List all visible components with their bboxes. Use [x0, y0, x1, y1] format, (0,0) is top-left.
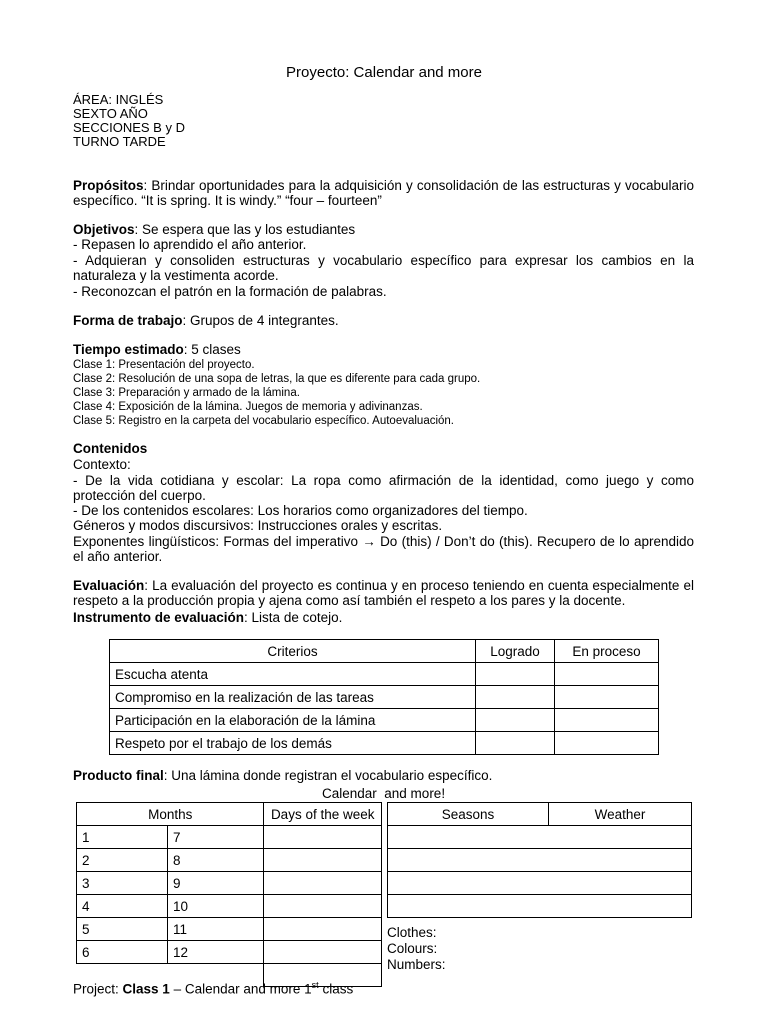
table-row	[110, 686, 659, 709]
en-proceso-cell	[555, 709, 659, 732]
contenido-vida: - De la vida cotidiana y escolar: La ropa como afirmación de la identidad, como juego y como protección del cuerpo.	[73, 473, 694, 503]
month-number: 1	[77, 826, 168, 849]
table-row	[77, 895, 382, 918]
criteria-header-row	[110, 640, 659, 663]
clase-item: Clase 5: Registro en la carpeta del vocabulario específico. Autoevaluación.	[73, 415, 455, 427]
producto-text: : Una lámina donde registran el vocabulario específico.	[163, 768, 493, 783]
forma-trabajo-text: : Grupos de 4 integrantes.	[182, 313, 339, 328]
contenido-generos: Géneros y modos discursivos: Instrucciones orales y escritas.	[73, 518, 443, 533]
contenidos-heading	[73, 441, 694, 456]
season-cell	[388, 895, 692, 918]
months-header-row	[77, 803, 382, 826]
calendar-heading: Calendar and more!	[322, 786, 446, 801]
day-cell	[264, 895, 382, 918]
en-proceso-cell	[555, 686, 659, 709]
criteria-cell: Respeto por el trabajo de los demás	[110, 732, 476, 755]
footer-suffix: class	[318, 981, 354, 997]
month-number: 3	[77, 872, 168, 895]
month-number: 12	[168, 941, 264, 964]
criteria-table	[109, 639, 659, 755]
objetivos-paragraph	[73, 222, 694, 237]
tiempo-text: : 5 clases	[183, 342, 241, 357]
table-row	[77, 872, 382, 895]
month-number: 10	[168, 895, 264, 918]
tiempo-paragraph	[73, 342, 694, 357]
page-title: Proyecto: Calendar and more	[286, 64, 482, 81]
weather-header: Weather	[549, 803, 692, 826]
contenidos-label: Contenidos	[73, 441, 148, 456]
evaluacion-label: Evaluación	[73, 578, 145, 593]
propositos-paragraph	[73, 178, 694, 208]
producto-paragraph	[73, 768, 694, 783]
criteria-header: Criterios	[110, 640, 476, 663]
logrado-cell	[476, 709, 555, 732]
month-number: 6	[77, 941, 168, 964]
day-cell	[264, 826, 382, 849]
propositos-text: : Brindar oportunidades para la adquisición y consolidación de las estructuras y vocabulario específico. “It is spring. It is windy.” “four – fourteen”	[73, 178, 694, 208]
table-row	[388, 849, 692, 872]
footer-class: Class 1	[122, 981, 170, 997]
contenido-escolares: - De los contenidos escolares: Los horarios como organizadores del tiempo.	[73, 503, 528, 518]
day-cell	[264, 872, 382, 895]
en-proceso-cell	[555, 732, 659, 755]
contexto-label: Contexto:	[73, 457, 131, 472]
seasons-table	[387, 802, 692, 918]
logrado-header: Logrado	[476, 640, 555, 663]
months-table	[76, 802, 382, 987]
header-grade: SEXTO AÑO	[73, 106, 148, 121]
month-number: 5	[77, 918, 168, 941]
objetivo-item: - Repasen lo aprendido el año anterior.	[73, 237, 307, 252]
seasons-header: Seasons	[388, 803, 549, 826]
evaluacion-paragraph	[73, 578, 694, 608]
month-number: 4	[77, 895, 168, 918]
table-row	[77, 849, 382, 872]
day-cell	[264, 918, 382, 941]
header-shift: TURNO TARDE	[73, 134, 166, 149]
objetivos-intro: : Se espera que las y los estudiantes	[134, 222, 356, 237]
clase-item: Clase 3: Preparación y armado de la lámina.	[73, 387, 300, 399]
table-row	[77, 826, 382, 849]
season-cell	[388, 872, 692, 895]
objetivo-item: - Reconozcan el patrón en la formación de palabras.	[73, 284, 387, 299]
evaluacion-text: : La evaluación del proyecto es continua y en proceso teniendo en cuenta especialmente el respeto a la producción propia y ajena como así también el respeto a los pares y la docente.	[73, 578, 694, 608]
table-row	[77, 941, 382, 964]
colours-label: Colours:	[387, 941, 438, 956]
month-number: 7	[168, 826, 264, 849]
table-row	[110, 732, 659, 755]
day-cell	[264, 849, 382, 872]
header-area: ÁREA: INGLÉS	[73, 92, 164, 107]
footer-line	[73, 978, 353, 997]
instrumento-label: Instrumento de evaluación	[73, 610, 245, 625]
month-number: 8	[168, 849, 264, 872]
day-cell	[264, 941, 382, 964]
table-row	[77, 918, 382, 941]
days-of-week-header: Days of the week	[264, 803, 382, 826]
clase-item: Clase 4: Exposición de la lámina. Juegos de memoria y adivinanzas.	[73, 401, 423, 413]
producto-label: Producto final	[73, 768, 164, 783]
table-row	[388, 895, 692, 918]
table-row	[388, 826, 692, 849]
seasons-header-row	[388, 803, 692, 826]
clothes-label: Clothes:	[387, 925, 437, 940]
season-cell	[388, 849, 692, 872]
instrumento-paragraph	[73, 610, 694, 625]
footer-prefix: Project:	[73, 981, 123, 997]
en-proceso-header: En proceso	[555, 640, 659, 663]
contenido-exponentes: Exponentes lingüísticos: Formas del imperativo → Do (this) / Don’t do (this). Recupero de lo aprendido el año anterior.	[73, 534, 694, 564]
table-row	[110, 663, 659, 686]
logrado-cell	[476, 686, 555, 709]
footer-sup: st	[311, 980, 319, 990]
season-cell	[388, 826, 692, 849]
numbers-label: Numbers:	[387, 957, 446, 972]
months-header: Months	[77, 803, 264, 826]
criteria-cell: Participación en la elaboración de la lámina	[110, 709, 476, 732]
tiempo-label: Tiempo estimado	[73, 342, 184, 357]
table-row	[110, 709, 659, 732]
clase-item: Clase 1: Presentación del proyecto.	[73, 359, 255, 371]
footer-middle: – Calendar and more 1	[169, 981, 312, 997]
logrado-cell	[476, 663, 555, 686]
month-number: 2	[77, 849, 168, 872]
criteria-cell: Compromiso en la realización de las tareas	[110, 686, 476, 709]
forma-trabajo-label: Forma de trabajo	[73, 313, 183, 328]
objetivos-label: Objetivos	[73, 222, 135, 237]
table-row	[388, 872, 692, 895]
propositos-label: Propósitos	[73, 178, 144, 193]
forma-trabajo-paragraph	[73, 313, 694, 328]
criteria-cell: Escucha atenta	[110, 663, 476, 686]
instrumento-text: : Lista de cotejo.	[244, 610, 343, 625]
en-proceso-cell	[555, 663, 659, 686]
month-number: 11	[168, 918, 264, 941]
header-sections: SECCIONES B y D	[73, 120, 185, 135]
objetivo-item: - Adquieran y consoliden estructuras y vocabulario específico para expresar los cambios en la naturaleza y la vestimenta acorde.	[73, 253, 694, 283]
logrado-cell	[476, 732, 555, 755]
clase-item: Clase 2: Resolución de una sopa de letras, la que es diferente para cada grupo.	[73, 373, 481, 385]
month-number: 9	[168, 872, 264, 895]
